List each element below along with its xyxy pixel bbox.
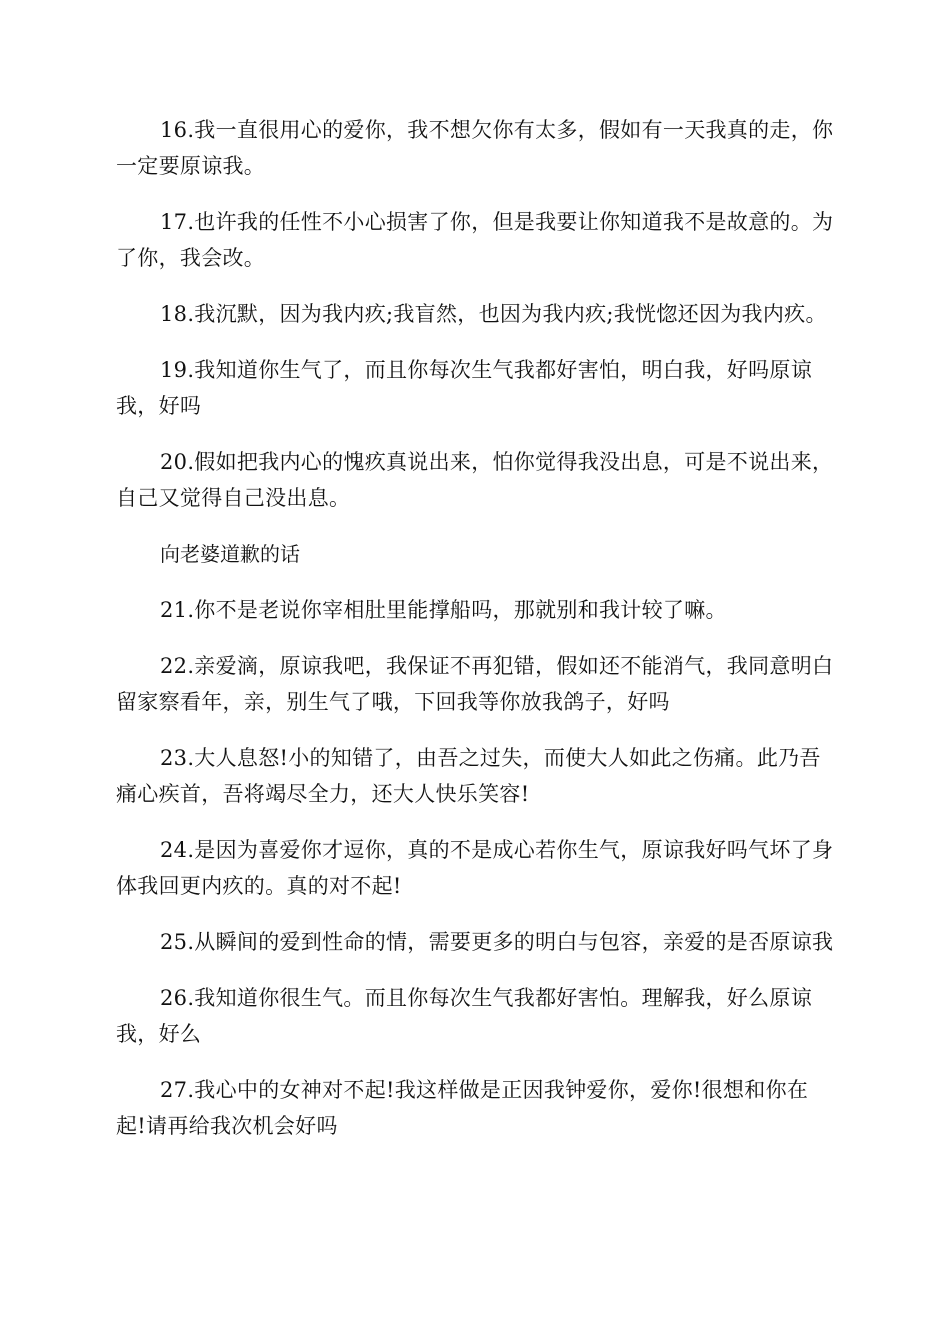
paragraph-20: 20.假如把我内心的愧疚真说出来，怕你觉得我没出息，可是不说出来，自己又觉得自己没出息。	[116, 450, 834, 510]
paragraph-21: 21.你不是老说你宰相肚里能撑船吗，那就别和我计较了嘛。	[160, 598, 727, 622]
paragraph-19: 19.我知道你生气了，而且你每次生气我都好害怕，明白我，好吗原谅我，好吗	[116, 358, 812, 418]
paragraph-23: 23.大人息怒!小的知错了，由吾之过失，而使大人如此之伤痛。此乃吾痛心疾首，吾将竭尽全力，还大人快乐笑容!	[116, 746, 821, 806]
paragraph-26: 26.我知道你很生气。而且你每次生气我都好害怕。理解我，好么原谅我，好么	[116, 986, 812, 1046]
paragraph-27: 27.我心中的女神对不起!我这样做是正因我钟爱你，爱你!很想和你在起!请再给我次机会好吗	[116, 1078, 809, 1138]
document-body	[116, 112, 838, 1164]
paragraph-17: 17.也许我的任性不小心损害了你，但是我要让你知道我不是故意的。为了你，我会改。	[116, 210, 834, 270]
paragraph-22: 22.亲爱滴，原谅我吧，我保证不再犯错，假如还不能消气，我同意明白留家察看年，亲，别生气了哦，下回我等你放我鸽子，好吗	[116, 654, 834, 714]
paragraph-18: 18.我沉默，因为我内疚;我盲然，也因为我内疚;我恍惚还因为我内疚。	[160, 302, 827, 326]
section-heading: 向老婆道歉的话	[160, 542, 300, 566]
paragraph-24: 24.是因为喜爱你才逗你，真的不是成心若你生气，原谅我好吗气坏了身体我回更内疚的。真的对不起!	[116, 838, 834, 898]
paragraph-16: 16.我一直很用心的爱你，我不想欠你有太多，假如有一天我真的走，你一定要原谅我。	[116, 118, 834, 178]
paragraph-25: 25.从瞬间的爱到性命的情，需要更多的明白与包容，亲爱的是否原谅我	[160, 930, 834, 954]
